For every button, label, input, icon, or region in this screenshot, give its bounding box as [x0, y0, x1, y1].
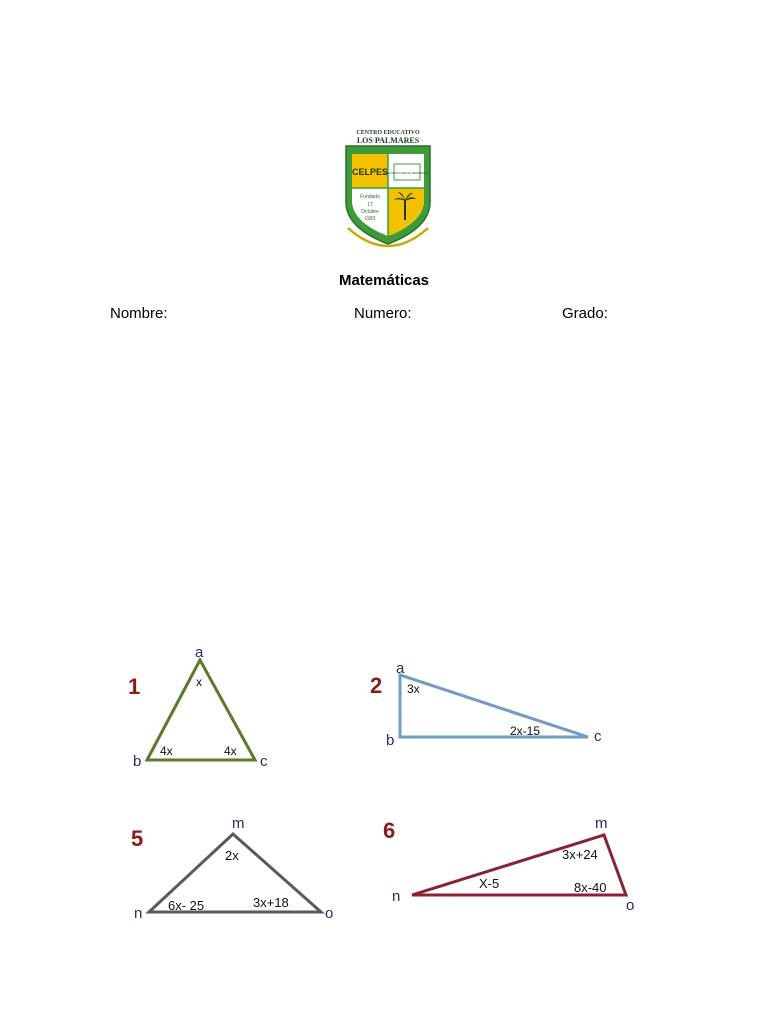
triangle-6-angle-m: 3x+24: [562, 847, 598, 862]
triangle-5-number: 5: [131, 826, 144, 851]
nombre-label: Nombre:: [110, 305, 168, 322]
triangle-6-angle-o: 8x-40: [574, 880, 607, 895]
crest-founded-year: 1983: [364, 216, 376, 222]
crest-arc-text: CENTRO EDUCATIVO: [356, 130, 420, 136]
triangle-2-vertex-a: a: [396, 660, 405, 677]
triangle-6: [380, 810, 650, 920]
triangle-1: [120, 640, 290, 775]
triangle-5-vertex-o: o: [325, 905, 334, 922]
crest-acronym: CELPES: [351, 167, 389, 177]
triangle-5-vertex-m: m: [232, 815, 245, 832]
triangle-1-vertex-b: b: [133, 753, 142, 770]
crest-founded-label: Fundado: [360, 194, 380, 200]
triangle-1-angle-b: 4x: [160, 744, 173, 758]
page-title: Matemáticas: [338, 272, 430, 289]
triangle-5-angle-n: 6x- 25: [168, 898, 205, 913]
crest-founded-month: Octubre: [361, 209, 379, 215]
triangle-5: [125, 810, 355, 930]
triangle-2: [360, 655, 620, 755]
triangle-6-number: 6: [383, 818, 396, 843]
triangle-6-vertex-n: n: [392, 888, 401, 905]
triangle-1-vertex-a: a: [195, 644, 204, 661]
crest-founded-day: 17: [367, 202, 373, 208]
crest-motto: EDUCACIÓN PARA EL DESARROLLO: [384, 172, 430, 175]
crest-name: LOS PALMARES: [356, 136, 420, 145]
triangle-1-angle-c: 4x: [224, 744, 237, 758]
triangle-2-number: 2: [370, 673, 383, 698]
triangle-5-angle-m: 2x: [225, 848, 239, 863]
triangle-5-angle-o: 3x+18: [253, 895, 289, 910]
triangle-1-number: 1: [128, 674, 141, 699]
triangle-6-angle-n: X-5: [479, 876, 500, 891]
triangle-6-vertex-m: m: [595, 815, 608, 832]
triangle-2-vertex-c: c: [594, 728, 602, 745]
triangle-5-vertex-n: n: [134, 905, 143, 922]
triangle-6-vertex-o: o: [626, 897, 635, 914]
numero-label: Numero:: [354, 305, 412, 322]
triangle-2-angle-a: 3x: [407, 682, 420, 696]
grado-label: Grado:: [562, 305, 608, 322]
triangle-1-vertex-c: c: [260, 753, 268, 770]
triangle-2-vertex-b: b: [386, 732, 395, 749]
triangle-2-angle-c: 2x-15: [510, 724, 541, 738]
school-crest-logo: [338, 124, 438, 248]
triangle-1-angle-a: x: [196, 675, 202, 689]
